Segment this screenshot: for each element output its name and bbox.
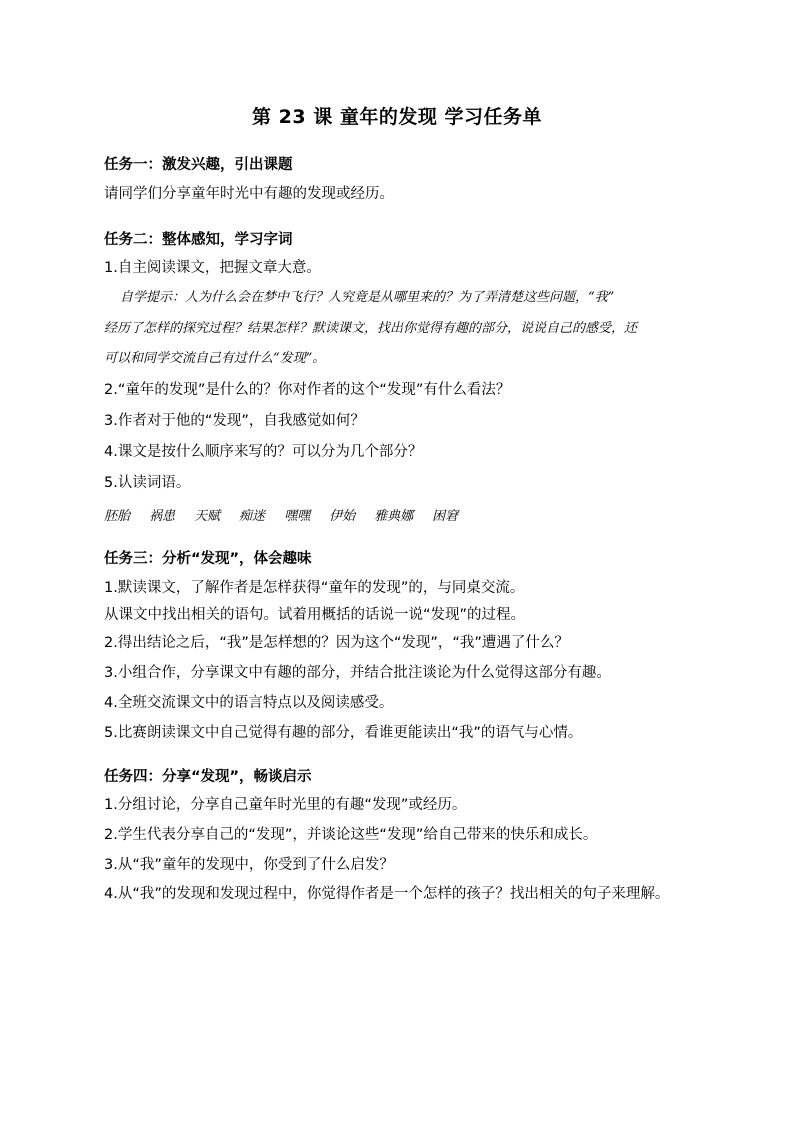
task4-line: 1.分组讨论，分享自己童年时光里的有趣“发现”或经历。 — [104, 797, 467, 813]
vocab-word: 胚胎 — [104, 509, 131, 524]
task4-line: 3.从“我”童年的发现中，你受到了什么启发？ — [104, 857, 394, 873]
task2-item-4: 4.课文是按什么顺序来写的？可以分为几个部分？ — [104, 444, 423, 460]
study-hint-line: 可以和同学交流自己有过什么“发现”。 — [104, 351, 326, 366]
vocab-word: 困窘 — [432, 509, 459, 524]
task2-heading: 任务二：整体感知，学习字词 — [104, 232, 293, 248]
task2-item-5: 5.认读词语。 — [104, 475, 191, 491]
task2-item-1: 1.自主阅读课文，把握文章大意。 — [104, 260, 321, 276]
vocab-word: 嘿嘿 — [284, 509, 311, 524]
task3-line: 1.默读课文，了解作者是怎样获得“童年的发现”的，与同桌交流。 — [104, 580, 525, 596]
task4-line: 2.学生代表分享自己的“发现”，并谈论这些“发现”给自己带来的快乐和成长。 — [104, 827, 598, 843]
task1-heading: 任务一：激发兴趣，引出课题 — [104, 157, 293, 173]
task3-line: 4.全班交流课文中的语言特点以及阅读感受。 — [104, 695, 394, 711]
task4-heading: 任务四：分享“发现”，畅谈启示 — [104, 769, 312, 785]
task4-line: 4.从“我”的发现和发现过程中，你觉得作者是一个怎样的孩子？找出相关的句子来理解。 — [104, 886, 670, 902]
vocabulary-list — [104, 507, 477, 527]
task3-line: 从课文中找出相关的语句。试着用概括的话说一说“发现”的过程。 — [104, 607, 526, 623]
study-hint-line: 自学提示：人为什么会在梦中飞行？人究竟是从哪里来的？为了弄清楚这些问题，“我” — [120, 290, 615, 305]
task3-line: 5.比赛朗读课文中自己觉得有趣的部分，看谁更能读出“我”的语气与心情。 — [104, 725, 583, 741]
task2-item-2: 2.“童年的发现”是什么的？你对作者的这个“发现”有什么看法？ — [104, 382, 511, 398]
vocab-word: 痴迷 — [239, 509, 266, 524]
task3-line: 2.得出结论之后，“我”是怎样想的？因为这个“发现”，“我”遭遇了什么？ — [104, 635, 569, 651]
task3-line: 3.小组合作，分享课文中有趣的部分，并结合批注谈论为什么觉得这部分有趣。 — [104, 665, 611, 681]
vocab-word: 天赋 — [194, 509, 221, 524]
study-hint-line: 经历了怎样的探究过程？结果怎样？默读课文，找出你觉得有趣的部分，说说自己的感受，还 — [104, 321, 638, 336]
task2-item-3: 3.作者对于他的“发现”，自我感觉如何？ — [104, 413, 365, 429]
vocab-word: 伊始 — [329, 509, 356, 524]
vocab-word: 祸患 — [149, 509, 176, 524]
page-title: 第 23 课 童年的发现 学习任务单 — [252, 106, 542, 128]
task1-line: 请同学们分享童年时光中有趣的发现或经历。 — [104, 186, 394, 202]
vocab-word: 雅典娜 — [374, 509, 414, 524]
task3-heading: 任务三：分析“发现”，体会趣味 — [104, 551, 312, 567]
